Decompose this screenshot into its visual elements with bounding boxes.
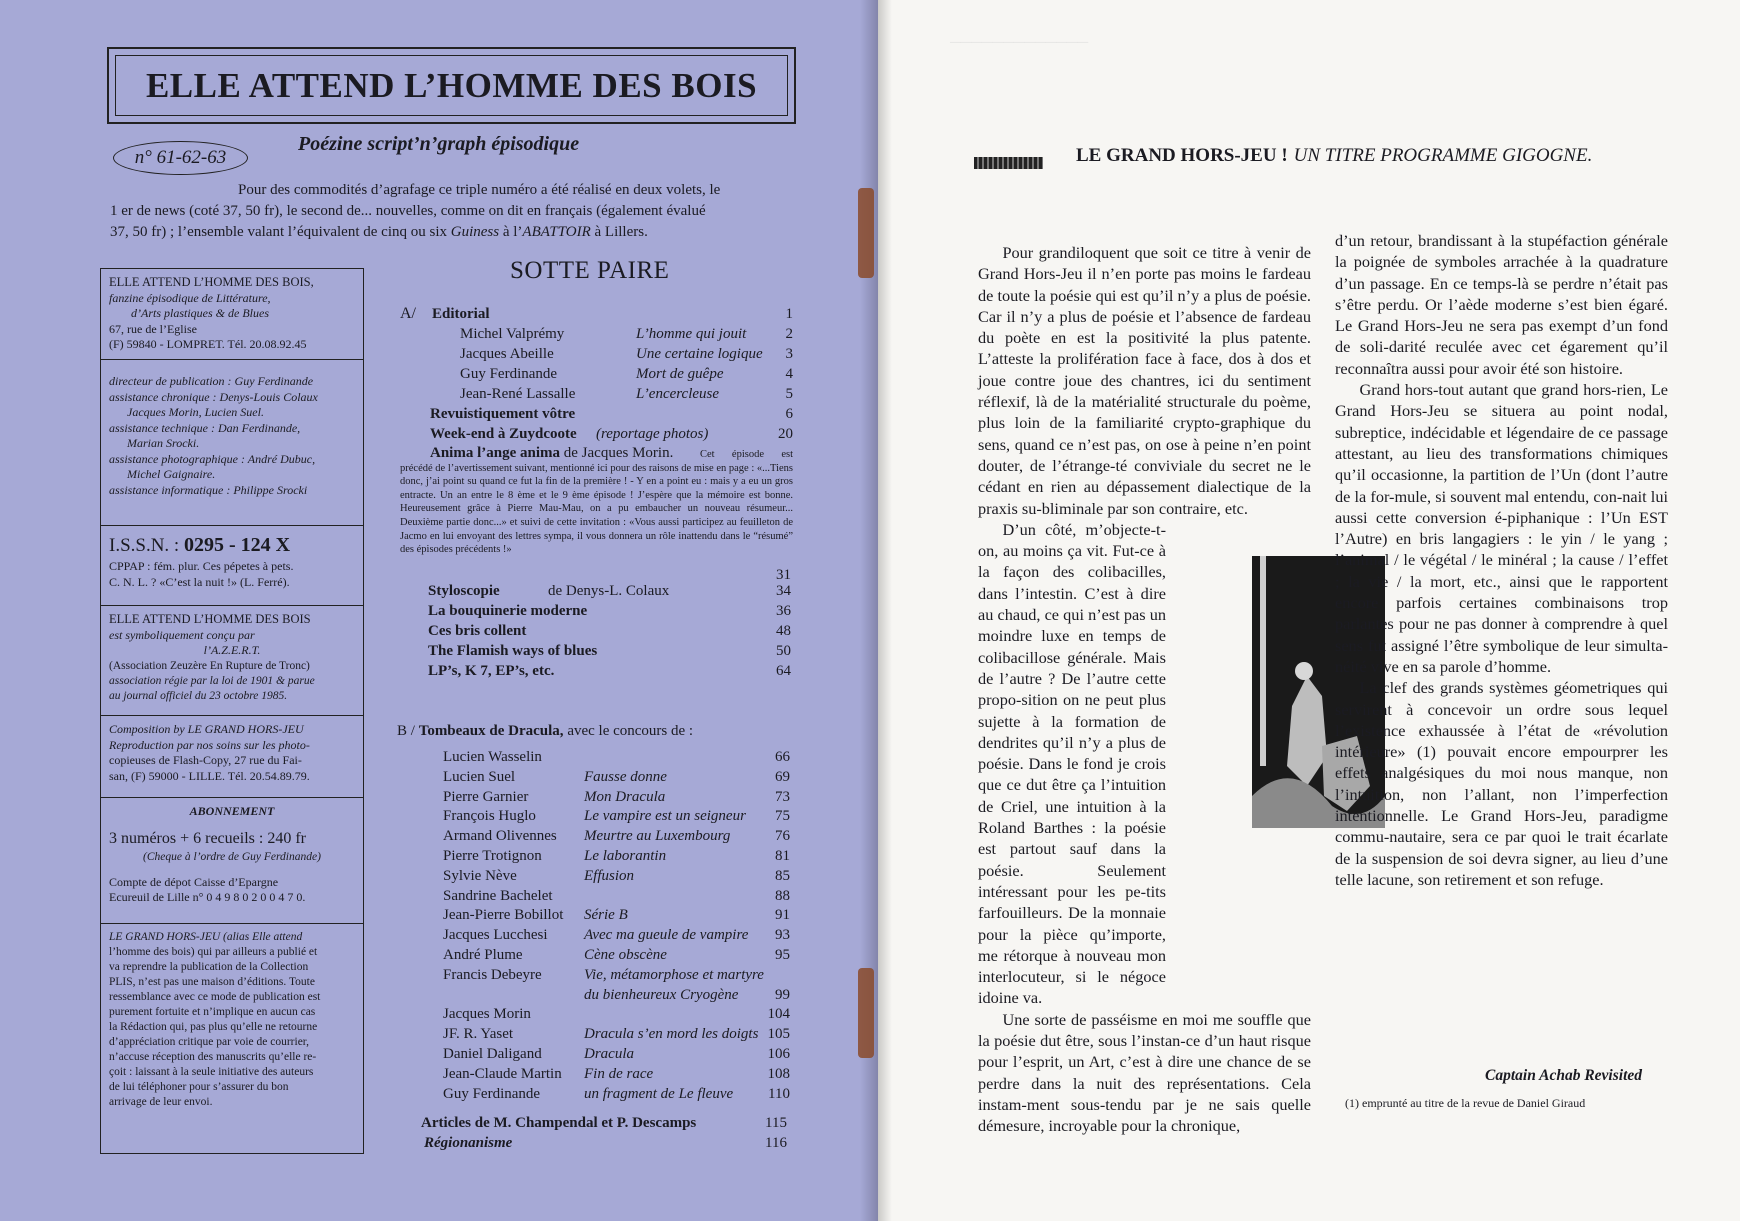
colophon-address: ELLE ATTEND L’HOMME DES BOIS, fanzine épisodique de Littérature, d’Arts plastiques & de Blues 67, rue de l’Eglise (F) 59840 - LOMPRET. Tél. 20.08.92.45: [101, 269, 363, 360]
staple-top: [858, 188, 874, 278]
entry-title: Une certaine logique: [636, 346, 763, 362]
colophon-box: [100, 268, 364, 1154]
entry-title: Cène obscène: [584, 947, 667, 963]
entry-title: du bienheureux Cryogène: [584, 986, 739, 1003]
colophon-association: ELLE ATTEND L’HOMME DES BOIS est symboliquement conçu par l’A.Z.E.R.T. (Association Zeuzère En Rupture de Tronc) association régie par la loi de 1901 & parue au journal officiel du 23 octobre 1985.: [101, 606, 363, 716]
entry-author: Pierre Garnier: [443, 788, 529, 805]
entry-author: Pierre Trotignon: [443, 848, 542, 864]
entry-title: Dracula s’en mord les doigts: [584, 1026, 759, 1043]
entry-author: Sylvie Nève: [443, 867, 517, 884]
entry-author: Jean-René Lassalle: [460, 386, 576, 402]
col1-paragraph-1: Pour grandiloquent que soit ce titre à venir de Grand Hors-Jeu il n’en porte pas moins le fardeau de toute la poésie qui est qu’il n’y a plus de poésie. Car il n’y a plus de poésie et l’absence de fardeau du poète en est la positivité la plus patente. L’atteste la prolifération face à face, dos à dos et joue contre joue des chantres, ici du sentiment réflexif, là de la matérialité structurale du poème, plus loin de la familiarité crypto-graphique du sens, quand ce n’est pas, on ose à peine n’en point douter, de l’étrange-té conviviale du secret ne le cédant en rien au dépassement dialectique de la praxis su-bliminale par son contraire, etc.: [978, 243, 1311, 518]
wave-ornament: [974, 157, 1043, 169]
entry-author: Ces bris collent: [428, 623, 527, 639]
entry-author: Revuistiquement vôtre: [430, 406, 576, 422]
col1-paragraph-2: D’un côté, m’objecte-t-on, au moins ça vit. Fut-ce à la façon des colibacilles, dans l’intestin. C’est à dire au chaud, ce qui n’est pas un moindre luxe en temps de colibacillose générale. Mais de l’autre ? De l’autre cette propo-sition on ne peut plus sujette à la formation de dendrites qu’il n’y a plus de poésie. Dans le fond je crois que ce dut être ça l’intuition de Criel, une intuition à la Roland Barthes : la poésie est partout sauf dans la poésie. Seulement intéressant pour les pe-tits farfouilleurs. De la monnaie pour la pièce qu’importe, me rétorque à nouveau mon interlocuteur, si le négoce idoine va.: [978, 519, 1166, 1008]
entry-page: 95: [775, 947, 790, 963]
entry-title: Dracula: [584, 1046, 634, 1062]
entry-page: 75: [775, 808, 790, 825]
entry-author: André Plume: [443, 947, 523, 963]
entry-page: 91: [775, 907, 790, 924]
gutter-shadow-right: [878, 0, 892, 1221]
entry-title: Mon Dracula: [584, 788, 666, 805]
entry-page: 116: [765, 1135, 787, 1151]
colophon-issn: I.S.S.N. : 0295 - 124 X CPPAP : fém. plur. Ces pépetes à pets. C. N. L. ? «C’est la nuit !» (L. Ferré).: [101, 526, 363, 606]
entry-title: L’homme qui jouit: [636, 326, 747, 342]
colophon-subscription: ABONNEMENT 3 numéros + 6 recueils : 240 fr (Cheque à l’ordre de Guy Ferdinande) Compte de dépot Caisse d’Epargne Ecureuil de Lille n° 0 4 9 8 0 2 0 0 4 7 0.: [101, 798, 363, 924]
issue-number-badge: n° 61-62-63: [113, 141, 248, 175]
entry-page: 105: [767, 1026, 790, 1043]
footnote: (1) emprunté au titre de la revue de Daniel Giraud: [1345, 1096, 1586, 1110]
entry-title: Vie, métamorphose et martyre: [584, 966, 764, 983]
subtitle: Poézine script’n’graph épisodique: [298, 133, 580, 155]
entry-page: 81: [775, 848, 790, 864]
entry-title: Effusion: [584, 867, 635, 884]
abonnement-price: 3 numéros + 6 recueils : 240 fr: [109, 829, 306, 847]
entry-page: 88: [775, 887, 790, 904]
entry-author: Editorial: [432, 306, 490, 322]
part-b-heading: B / Tombeaux de Dracula, avec le concours de :: [397, 723, 694, 739]
entry-author: Jean-Pierre Bobillot: [443, 907, 564, 924]
abonnement-heading: ABONNEMENT: [189, 804, 275, 818]
entry-page: 93: [775, 927, 790, 944]
entry-author: Lucien Wasselin: [443, 749, 542, 765]
entry-author: Week-end à Zuydcoote: [430, 426, 577, 442]
entry-page: 99: [775, 986, 790, 1003]
entry-author: Régionanisme: [424, 1135, 513, 1151]
anima-note: Cet épisode est précédé de l’avertissement suivant, mentionné ici pour des raisons de mise en page : «...Tiens donc, j’ai point su quand ce fut la fin de la première ! - Y en a point eu : mais y a eu un gros entracte. Un an entre le 8 ème et le 9 ème épisode ! J’espère que la mémoire est bonne. Heureusement grâce à Pierre Mau-Mau, on a pu embaucher un nouveau résumeur... Deuxième partie donc...» et suivi de cette invitation : «Vous aussi participez au feuilleton de Jacmo en lui envoyant des lettres sympa, il vous donnera un rôle inattendu dans le “résumé” des épisodes précédents !»: [400, 449, 793, 556]
entry-author: Michel Valprémy: [460, 326, 565, 342]
part-a-label: A/: [400, 305, 416, 322]
col2-paragraph-1: d’un retour, brandissant à la stupéfaction générale la poignée de symboles arrachée à la quadrature d’un passage. En ce temps-là se perdre n’était pas s’être perdu. Or l’aède moderne s’est bien égaré. Le Grand Hors-Jeu ne sera pas exempt d’un fond de soli-darité reculée avec cet égarement qu’il reconnaîtra aussi pour avoir été son histoire.: [1335, 231, 1668, 378]
entry-title: Meurtre au Luxembourg: [584, 828, 731, 845]
entry-page: 5: [785, 386, 793, 402]
colophon-disclaimer: LE GRAND HORS-JEU (alias Elle attend l’homme des bois) qui par ailleurs a publié et va reprendre la publication de la Collection PLIS, n’est pas une maison d’éditions. Toute ressemblance avec ce mode de publication est purement fortuite et n’implique en aucun cas la Rédaction qui, pas plus qu’elle ne retourne d’appréciation critique par voie de courrier, n’accuse réception des manuscrits qu’elle re- çoit : laissant à la seule initiative des auteurs de lui téléphoner pour s’assurer du bon arrivage de leur envoi.: [109, 931, 321, 1108]
entry-author: Armand Olivennes: [443, 828, 557, 845]
entry-page: 66: [775, 749, 790, 765]
entry-page: 6: [785, 406, 793, 422]
entry-page: 73: [775, 788, 790, 805]
issn-value: 0295 - 124 X: [183, 534, 291, 556]
entry-page: 4: [785, 366, 793, 382]
colophon-composition: Composition by LE GRAND HORS-JEU Reproduction par nos soins sur les photo- copieuses de Flash-Copy, 27 rue du Fai- san, (F) 59000 - LILLE. Tél. 20.54.89.79.: [101, 716, 363, 798]
article-signature: Captain Achab Revisited: [1485, 1067, 1643, 1084]
intro-line-1: Pour des commodités d’agrafage ce triple numéro a été réalisé en deux volets, le: [238, 182, 721, 198]
entry-page: 110: [768, 1085, 790, 1102]
bleed-through-text: ─────────────: [950, 35, 1089, 51]
entry-author: Styloscopie: [428, 583, 500, 599]
entry-page: 2: [785, 326, 793, 342]
entry-author: Guy Ferdinande: [460, 366, 558, 382]
entry-author: François Huglo: [443, 808, 536, 825]
article-column-2: [1335, 230, 1668, 890]
anima-page: 31: [776, 567, 791, 583]
entry-author: Jacques Morin: [443, 1006, 531, 1023]
entry-title: Avec ma gueule de vampire: [584, 927, 749, 944]
colophon-staff: directeur de publication : Guy Ferdinande assistance chronique : Denys-Louis Colaux Jacques Morin, Lucien Suel. assistance technique : Dan Ferdinande, Marian Srocki. assistance photographique : André Dubuc, Michel Gaignaire. assistance informatique : Philippe Srocki: [101, 360, 363, 526]
entry-author: Sandrine Bachelet: [443, 887, 553, 904]
entry-page: 106: [767, 1046, 790, 1062]
staple-bottom: [858, 968, 874, 1058]
entry-page: 104: [767, 1006, 790, 1023]
entry-page: 3: [785, 346, 793, 362]
guiness-text: Guiness: [450, 224, 500, 240]
entry-title: un fragment de Le fleuve: [584, 1085, 734, 1102]
intro-line-3: 37, 50 fr) ; l’ensemble valant l’équivalent de cinq ou six Guiness à l’ABATTOIR à Lillers.: [110, 224, 648, 240]
contents-title: SOTTE PAIRE: [510, 257, 670, 284]
entry-page: 1: [785, 306, 793, 322]
entry-title: L’encercleuse: [636, 386, 720, 402]
entry-author: LP’s, K 7, EP’s, etc.: [428, 663, 555, 679]
entry-page: 115: [765, 1115, 787, 1131]
anima-entry: Anima l’ange anima de Jacques Morin.: [430, 445, 674, 461]
entry-title: Série B: [584, 907, 628, 924]
abattoir-text: ABATTOIR: [522, 224, 591, 240]
entry-author: Lucien Suel: [443, 768, 516, 785]
entry-author: The Flamish ways of blues: [428, 643, 598, 659]
col1-paragraph-3: Une sorte de passéisme en moi me souffle que la poésie dut être, sous l’instan-ce d’un haut risque pour l’esprit, un Art, c’est à dire une chance de se perdre dans la nuit des représentations. Cela instam-ment sous-tendu par je ne sais quelle démesure, incroyable pour la chronique,: [978, 1009, 1311, 1136]
entry-author: Guy Ferdinande: [443, 1085, 541, 1102]
entry-title: Fin de race: [584, 1065, 654, 1082]
entry-author: Articles de M. Champendal et P. Descamps: [421, 1115, 697, 1131]
entry-page: 85: [775, 867, 790, 884]
entry-title: de Denys-L. Colaux: [548, 583, 670, 599]
entry-page: 34: [776, 583, 791, 599]
entry-title: Mort de guêpe: [636, 366, 724, 382]
col2-paragraph-3: La clef des grands systèmes géometriques qui servirent à concevoir un ordre sous lequel l’existence exhaussée à l’état de «révolution intérieure» (1) pouvait encore empourprer les effets analgésiques du moi nous manque, non l’intuition, non l’allant, non l’imperfection intentionnelle. Le Grand Hors-Jeu, paradigme commu-nautaire, sera ce par quoi le trait écarlate de la suspension de soi devra signer, au lieu d’une telle lacune, son retirement et son refuge.: [1335, 678, 1668, 889]
entry-author: Daniel Daligand: [443, 1046, 542, 1062]
masthead-frame: [107, 47, 796, 124]
entry-page: 20: [778, 426, 793, 442]
entry-page: 50: [776, 643, 791, 659]
entry-title: Fausse donne: [584, 768, 667, 785]
intro-line-2: 1 er de news (coté 37, 50 fr), le second de... nouvelles, comme on dit en français (également évalué: [110, 203, 706, 219]
article-heading: LE GRAND HORS-JEU ! UN TITRE PROGRAMME GIGOGNE.: [1076, 145, 1593, 166]
masthead-title: ELLE ATTEND L’HOMME DES BOIS: [145, 65, 758, 105]
entry-author: Jean-Claude Martin: [443, 1065, 562, 1082]
entry-title: (reportage photos): [596, 426, 709, 442]
col2-paragraph-2: Grand hors-tout autant que grand hors-rien, Le Grand Hors-Jeu se situera au point nodal, subreptice, indécidable et légendaire de ce passage attestant, au lieu des transformations chimiques qu’il occasionne, la partition de l’Un (dont l’autre de la for-mule, si souvent mal entendu, con-nait lui aussi cette conversion é-piphanique : l’Un EST l’Autre) en bris langagiers : le yin / le yang ; l’animal / le végétal / le minéral ; la cause / l’effet ; la vie / la mort, etc., ainsi que le rapportent encore parfois certaines combinaisons trop parlantes pour ne pas donner à comprendre à quel sens fut assigné l’être symbolique de leur simulta-néité vive en sa parole d’homme.: [1335, 380, 1668, 676]
entry-page: 64: [776, 663, 791, 679]
entry-title: Le vampire est un seigneur: [584, 808, 746, 825]
entry-author: La bouquinerie moderne: [428, 603, 588, 619]
entry-page: 69: [775, 768, 790, 785]
entry-page: 48: [776, 623, 791, 639]
entry-author: Jacques Abeille: [460, 346, 554, 362]
entry-author: Francis Debeyre: [443, 966, 542, 983]
entry-page: 108: [767, 1065, 790, 1082]
entry-page: 36: [776, 603, 791, 619]
entry-author: Jacques Lucchesi: [443, 927, 548, 944]
entry-author: JF. R. Yaset: [443, 1026, 514, 1043]
intro-paragraph: [110, 180, 798, 243]
entry-title: Le laborantin: [584, 848, 667, 864]
entry-page: 76: [775, 828, 790, 845]
